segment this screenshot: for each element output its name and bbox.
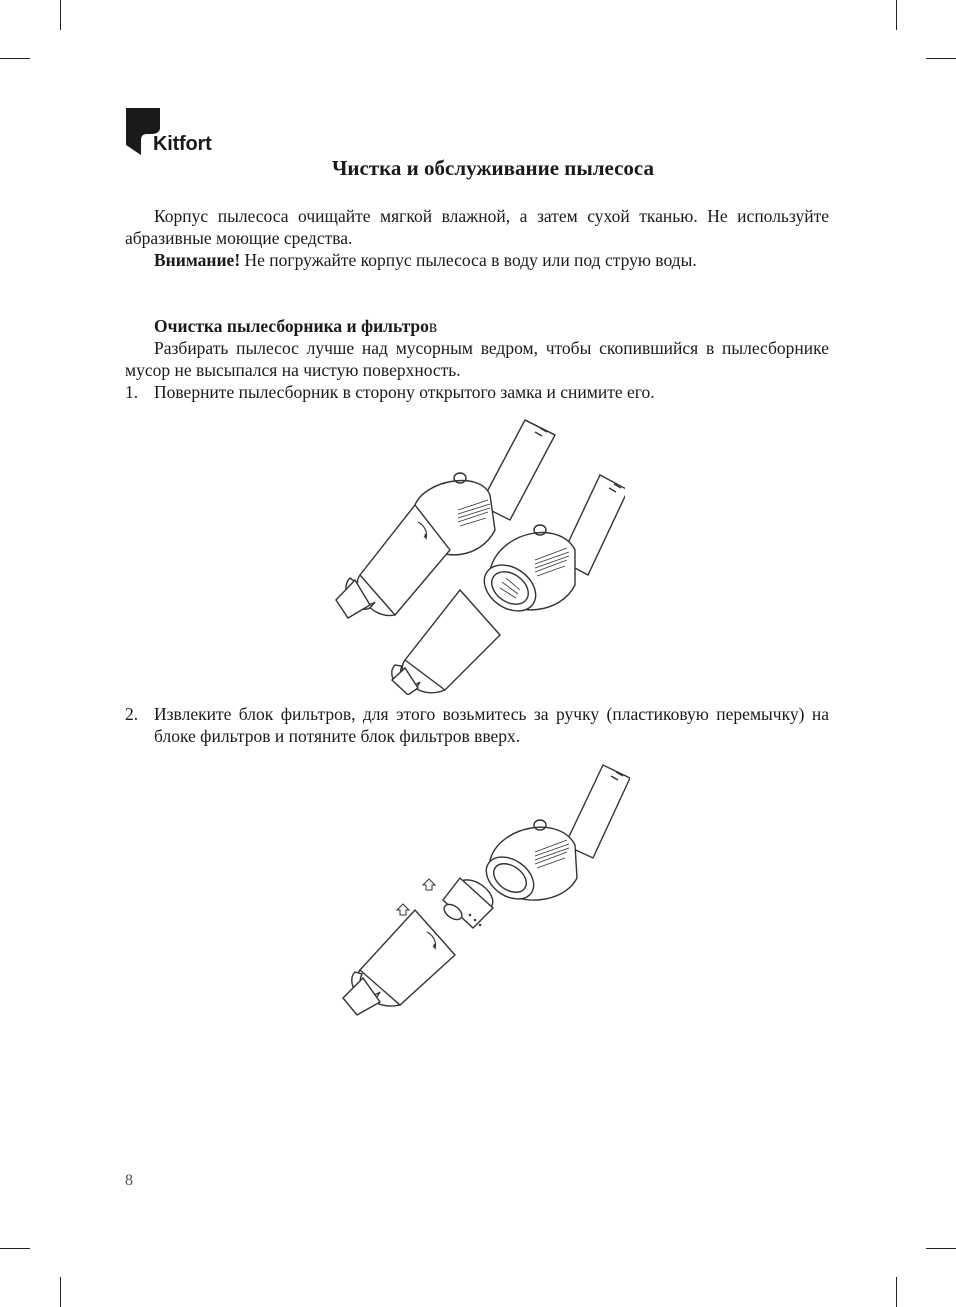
dust-container-icon xyxy=(402,590,500,693)
step-text: Извлеките блок фильтров, для этого возьмитесь за ручку (пластиковую перемычку) на блоке фильтров и потяните блок фильтров вверх. xyxy=(154,704,829,746)
crop-mark xyxy=(0,1248,30,1249)
warning-label: Внимание! xyxy=(154,250,241,270)
crop-mark xyxy=(896,0,897,30)
page-number: 8 xyxy=(125,1172,133,1189)
step-number: 2. xyxy=(125,704,139,724)
section-heading-bold: Очистка пылесборника и фильтро xyxy=(154,316,429,336)
crop-mark xyxy=(60,0,61,30)
section-heading-tail: в xyxy=(428,316,438,336)
vacuum-disassembly-step1-illustration xyxy=(330,410,625,695)
crop-mark xyxy=(60,1277,61,1307)
crop-mark xyxy=(896,1277,897,1307)
intro-paragraph: Корпус пылесоса очищайте мягкой влажной, а затем сухой тканью. Не используйте абразивные моющие средства. xyxy=(125,206,829,248)
nozzle-icon xyxy=(392,665,420,695)
vacuum-disassembly-step2-illustration xyxy=(335,760,630,1020)
section-heading xyxy=(125,315,829,337)
warning-text: Не погружайте корпус пылесоса в воду или под струю воды. xyxy=(240,250,697,270)
step-number: 1. xyxy=(125,382,139,402)
step-2 xyxy=(125,703,829,747)
crop-mark xyxy=(0,58,30,59)
step-text: Поверните пылесборник в сторону открытого замка и снимите его. xyxy=(154,382,655,402)
warning-paragraph xyxy=(125,249,829,271)
crop-mark xyxy=(926,1248,956,1249)
page-title: Чистка и обслуживание пылесоса xyxy=(331,156,655,180)
crop-mark xyxy=(926,58,956,59)
section-paragraph: Разбирать пылесос лучше над мусорным ведром, чтобы скопившийся в пылесборнике мусор не высыпался на чистую поверхность. xyxy=(125,338,829,380)
arrow-up-icon xyxy=(397,879,435,915)
brand-name: Kitfort xyxy=(153,133,212,155)
step-1 xyxy=(125,381,829,403)
